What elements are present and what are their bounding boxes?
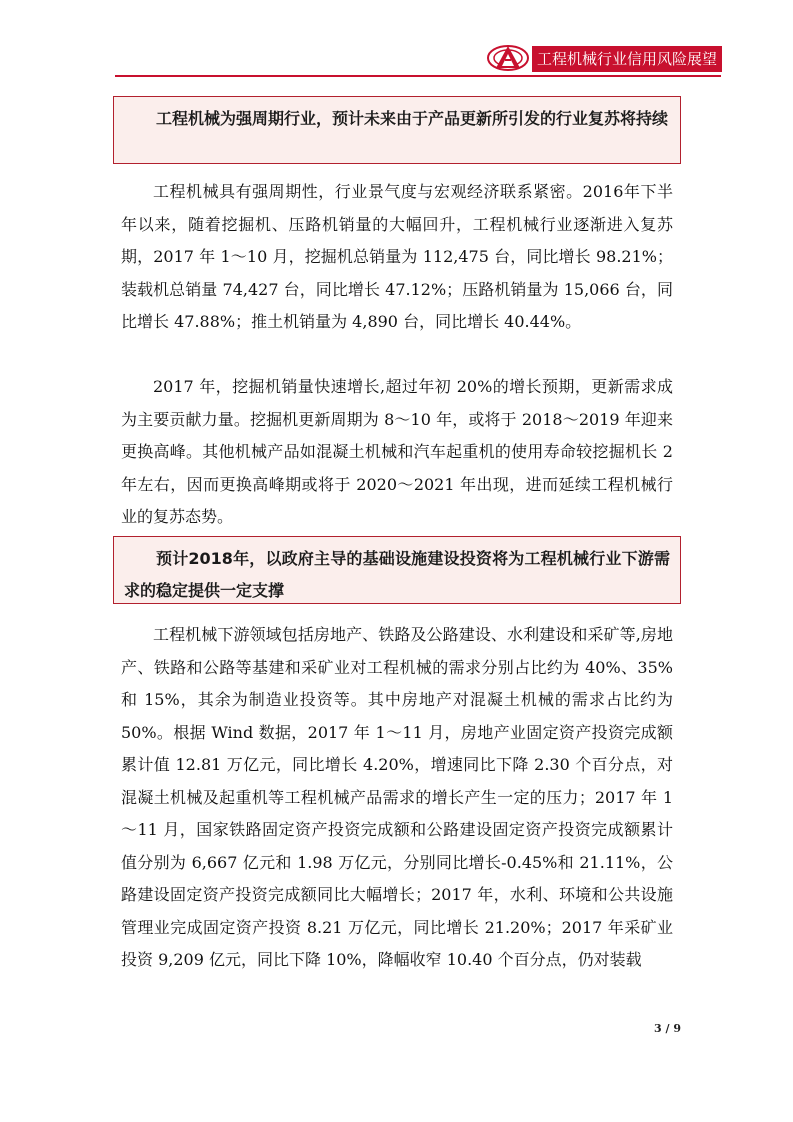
header-divider <box>115 75 721 77</box>
section-1-heading: 工程机械为强周期行业，预计未来由于产品更新所引发的行业复苏将持续 <box>113 96 681 164</box>
section-1-paragraph-2: 2017 年，挖掘机销量快速增长,超过年初 20%的增长预期，更新需求成为主要贡献力量。挖掘机更新周期为 8～10 年，或将于 2018～2019 年迎来更换高峰。其他机械产品如混凝土机械和汽车起重机的使用寿命较挖掘机长 2 年左右，因而更换高峰期或将于 2020～2021 年出现，进而延续工程机械行业的复苏态势。 <box>121 377 673 526</box>
company-logo-icon <box>486 44 530 72</box>
section-2-paragraph-1: 工程机械下游领域包括房地产、铁路及公路建设、水利建设和采矿等,房地产、铁路和公路等基建和采矿业对工程机械的需求分别占比约为 40%、35%和 15%，其余为制造业投资等。其中房地产对混凝土机械的需求占比约为 50%。根据 Wind 数据，2017 年 1～11 月，房地产业固定资产投资完成额累计值 12.81 万亿元，同比增长 4.20%，增速同比下降 2.30 个百分点，对混凝土机械及起重机等工程机械产品需求的增长产生一定的压力；2017 年 1～11 月，国家铁路固定资产投资完成额和公路建设固定资产投资完成额累计值分别为 6,667 亿元和 1.98 万亿元，分别同比增长-0.45%和 21.11%，公路建设固定资产投资完成额同比大幅增长；2017 年，水利、环境和公共设施管理业完成固定资产投资 8.21 万亿元，同比增长 21.20%；2017 年采矿业投资 9,209 亿元，同比下降 10%，降幅收窄 10.40 个百分点，仍对装载 <box>121 625 673 969</box>
page-number: 3 / 9 <box>654 1022 681 1035</box>
header-title: 工程机械行业信用风险展望 <box>532 46 722 72</box>
section-2-heading: 预计2018年，以政府主导的基础设施建设投资将为工程机械行业下游需求的稳定提供一定支撑 <box>113 536 681 604</box>
section-1-paragraph-1: 工程机械具有强周期性，行业景气度与宏观经济联系紧密。2016年下半年以来，随着挖掘机、压路机销量的大幅回升，工程机械行业逐渐进入复苏期，2017 年 1～10 月，挖掘机总销量为 112,475 台，同比增长 98.21%；装载机总销量 74,427 台，同比增长 47.12%；压路机销量为 15,066 台，同比增长 47.88%；推土机销量为 4,890 台，同比增长 40.44%。 <box>121 182 673 331</box>
page-header <box>0 38 793 88</box>
